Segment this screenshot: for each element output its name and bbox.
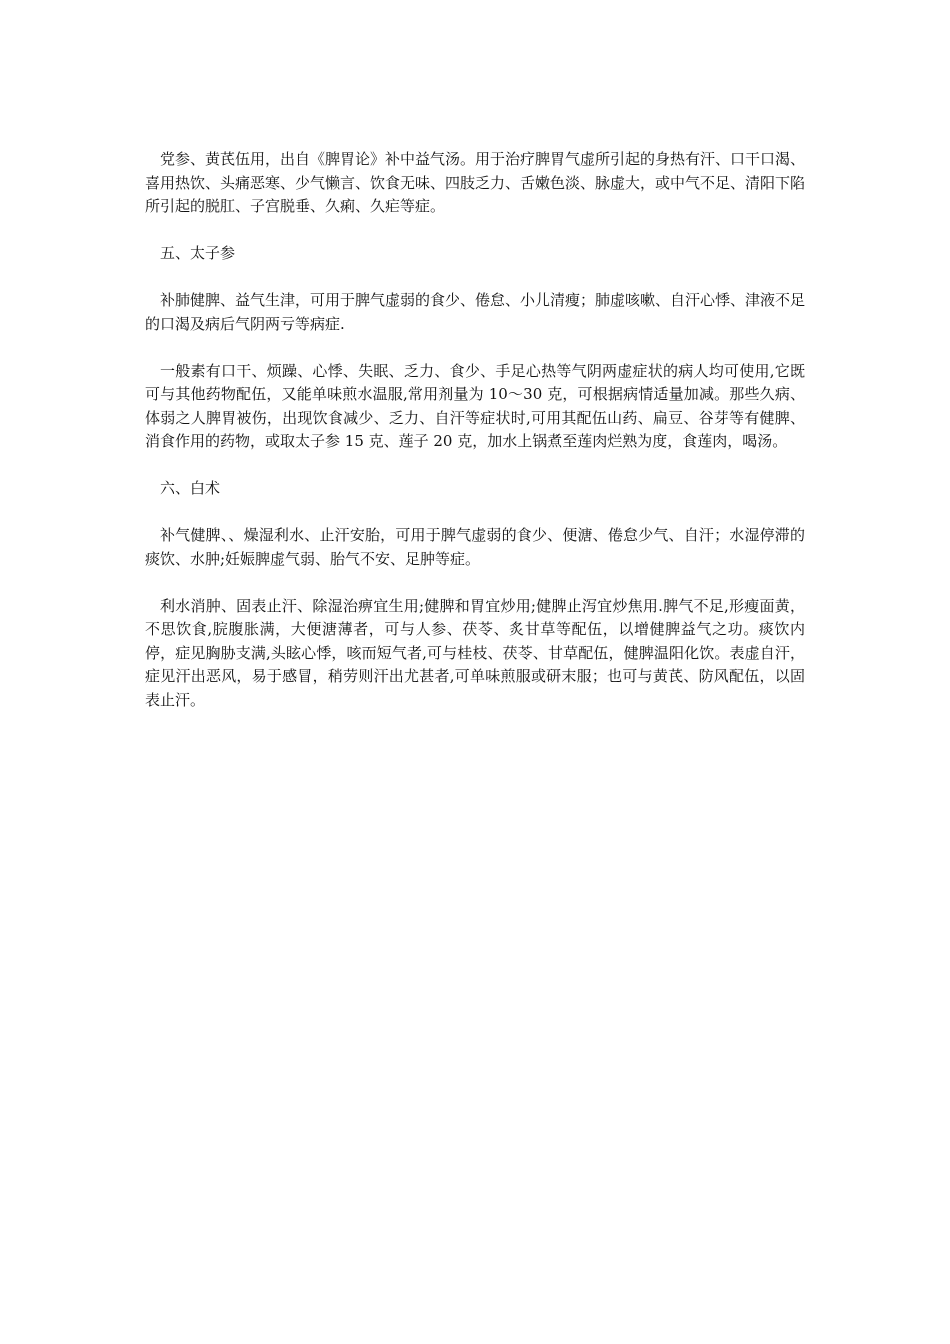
paragraph-dangshen-huangqi: 党参、黄芪伍用，出自《脾胃论》补中益气汤。用于治疗脾胃气虚所引起的身热有汗、口干口渴、喜用热饮、头痛恶寒、少气懒言、饮食无味、四肢乏力、舌嫩色淡、脉虚大，或中气不足、清阳下陷所引起的脱肛、子宫脱垂、久痢、久疟等症。 [145,150,806,215]
paragraph-baizhu-effects: 补气健脾、、燥湿利水、止汗安胎，可用于脾气虚弱的食少、便溏、倦怠少气、自汗；水湿停滞的痰饮、水肿;妊娠脾虚气弱、胎气不安、足肿等症。 [145,526,805,568]
paragraph-taizishen-effects: 补肺健脾、益气生津，可用于脾气虚弱的食少、倦怠、小儿清瘦；肺虚咳嗽、自汗心悸、津液不足的口渴及病后气阴两亏等病症. [145,291,806,333]
paragraph-taizishen-usage: 一般素有口干、烦躁、心悸、失眠、乏力、食少、手足心热等气阴两虚症状的病人均可使用,它既可与其他药物配伍，又能单味煎水温服,常用剂量为 10～30 克，可根据病情适量加减。那些久病、体弱之人脾胃被伤，出现饮食减少、乏力、自汗等症状时,可用其配伍山药、扁豆、谷芽等有健脾、消食作用的药物，或取太子参 15 克、莲子 20 克，加水上锅煮至莲肉烂熟为度，食莲肉，喝汤。 [145,361,805,450]
document-page [145,148,805,736]
paragraph-baizhu-usage: 利水消肿、固表止汗、除湿治痹宜生用;健脾和胃宜炒用;健脾止泻宜炒焦用.脾气不足,形瘦面黄，不思饮食,脘腹胀满，大便溏薄者，可与人参、茯苓、炙甘草等配伍，以增健脾益气之功。痰饮内停，症见胸胁支满,头眩心悸，咳而短气者,可与桂枝、茯苓、甘草配伍，健脾温阳化饮。表虚自汗，症见汗出恶风，易于感冒，稍劳则汗出尤甚者,可单味煎服或研末服；也可与黄芪、防风配伍，以固表止汗。 [145,596,805,709]
section-heading-taizishen: 五、太子参 [160,244,236,262]
section-heading-baizhu: 六、白术 [160,479,221,497]
